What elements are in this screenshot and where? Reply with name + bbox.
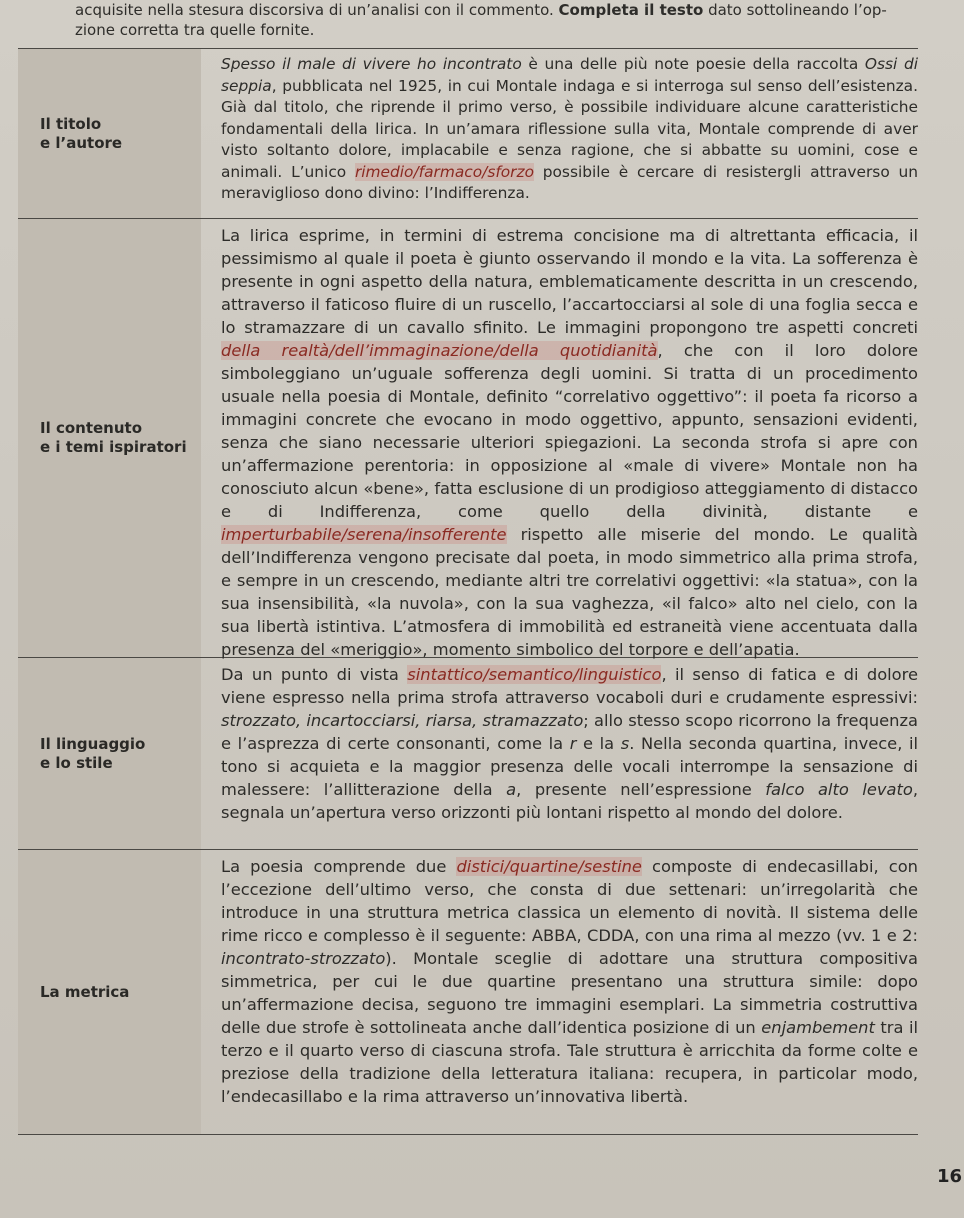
italic-run: enjambement (761, 1018, 875, 1037)
text-run: ). Montale sceglie di adottare una struttura compositiva simmetrica, per cui le due quartine presentano una struttura simile: dopo un’affermazione decisa, seguono tre immagini esemplari. La simmetria costruttiva delle due strofe è sottolineata anche dall’identica posizione di un (221, 949, 918, 1037)
italic-run: a (506, 780, 517, 799)
row-label: Il titolo e l’autore (40, 114, 123, 152)
row-metrica (18, 849, 918, 1135)
text-run: , presente nell’espressione (516, 780, 766, 799)
poem-title: Spesso il male di vivere ho incontrato (221, 55, 522, 73)
text-run: e la (576, 734, 621, 753)
choice-option-2[interactable]: della realtà/dell’immaginazione/della quotidianità (221, 341, 658, 360)
collection-title: Ossi di seppia (221, 55, 918, 95)
page-number: 16 (937, 1166, 963, 1187)
italic-run: strozzato, incartocciarsi, riarsa, stramazzato (221, 711, 584, 730)
italic-run: incontrato-strozzato (221, 949, 386, 968)
text-run: , il senso di fatica e di dolore viene espresso nella prima strofa attraverso vocaboli duri e crudamente espressivi: (221, 665, 918, 707)
choice-option-4[interactable]: sintattico/semantico/linguistico (407, 665, 662, 684)
text-run: è una delle più note poesie della raccolta (521, 55, 865, 73)
row-label: Il contenuto e i temi ispiratori (40, 419, 187, 456)
text-run: , pubblicata nel 1925, in cui Montale indaga e si interroga sul senso dell’esistenza. Già dal titolo, che riprende il primo verso, è possibile individuare alcune caratteristiche fondamentali della lirica. In un’amara riflessione sulla vita, Montale comprende di aver visto soltanto dolore, implacabile e senza ragione, che si abbatte su uomini, cose e animali. L’unico (221, 76, 918, 181)
text-run: . Nella seconda quartina, invece, il tono si acquieta e la maggior presenza delle vocali interrompe la sensazione di malessere: l’allitterazione della (221, 734, 919, 799)
row-text (201, 219, 918, 657)
row-label-cell (18, 49, 201, 218)
row-text (201, 49, 918, 218)
text-run: La lirica esprime, in termini di estrema concisione ma di altrettanta efficacia, il pessimismo al quale il poeta è giunto osservando il mondo e la vita. La sofferenza è presente in ogni aspetto della natura, emblematicamente descritta in un crescendo, attraverso il faticoso fluire di un ruscello, l’accartocciarsi al sole di una foglia secca e lo stramazzare di un cavallo sfinito. Le immagini propongono tre aspetti concreti (221, 226, 918, 337)
choice-option-1[interactable]: rimedio/farmaco/sforzo (354, 162, 534, 181)
row-contenuto-temi (18, 218, 918, 657)
commentary-table (18, 48, 918, 1135)
italic-run: r (569, 734, 577, 753)
text-run: ; allo stesso scopo ricorrono la frequenza e l’asprezza di certe consonanti, come la (221, 711, 918, 753)
intro-line1-a: acquisite nella stesura discorsiva di un’analisi con il commento. (75, 1, 559, 19)
row-label: Il linguaggio e lo stile (40, 734, 146, 772)
choice-option-3[interactable]: imperturbabile/serena/insofferente (221, 525, 507, 544)
text-run: Da un punto di vista (221, 665, 408, 684)
text-run: , che con il loro dolore simboleggiano un’uguale sofferenza degli uomini. Si tratta di un procedimento usuale nella poesia di Montale, definito “correlativo oggettivo”: il poeta fa ricorso a immagini concrete che evocano in modo oggettivo, appunto, sensazioni evidenti, senza che siano necessarie ulteriori spiegazioni. La seconda strofa si apre con un’affermazione perentoria: in opposizione al «male di vivere» Montale non ha conosciuto alcun «bene», fatta esclusione di un prodigioso atteggiamento di distacco e di Indifferenza, come quello della divinità, distante e (221, 341, 918, 521)
italic-run: falco alto levato (765, 780, 913, 799)
row-label-cell (18, 219, 201, 657)
text-run: rispetto alle miserie del mondo. Le qualità dell’Indifferenza vengono precisate dal poeta, in modo simmetrico alla prima strofa, e sempre in un crescendo, mediante altri tre correlativi oggettivi: «la statua», con la sua insensibilità, «la nuvola», con la sua vaghezza, «il falco» alto nel cielo, con la sua libertà istintiva. L’atmosfera di immobilità ed estraneità viene accentuata dalla presenza del «meriggio», momento simbolico del torpore e dell’apatia. (221, 525, 918, 659)
choice-option-5[interactable]: distici/quartine/sestine (456, 857, 642, 876)
row-titolo-autore (18, 48, 918, 218)
text-run: La poesia comprende due (221, 857, 457, 876)
text-run: possibile è cercare di resistergli attraverso un meraviglioso dono divino: l’Indifferenza. (221, 162, 918, 202)
row-linguaggio-stile (18, 657, 918, 849)
row-text (201, 658, 918, 849)
intro-line1-c: dato sottolineando l’op- (703, 1, 887, 19)
row-label-cell (18, 850, 201, 1134)
row-label: La metrica (40, 982, 130, 1001)
text-run: , segnala un’apertura verso orizzonti più lontani rispetto al mondo del dolore. (221, 780, 918, 822)
row-text (201, 850, 918, 1134)
intro-line2: zione corretta tra quelle fornite. (75, 21, 315, 39)
text-run: tra il terzo e il quarto verso di ciascuna strofa. Tale struttura è arricchita da forme colte e preziose della tradizione della letteratura italiana: recupera, in particolar modo, l’endecasillabo e la rima attraverso un’innovativa libertà. (221, 1018, 918, 1106)
exercise-instructions (75, 0, 935, 40)
italic-run: s (620, 734, 630, 753)
row-label-cell (18, 658, 201, 849)
text-run: composte di endecasillabi, con l’eccezione dell’ultimo verso, che consta di due settenari: un’irregolarità che introduce in una struttura metrica classica un elemento di novità. Il sistema delle rime ricco e complesso è il seguente: ABBA, CDDA, con una rima al mezzo (vv. 1 e 2: (221, 857, 918, 945)
intro-line1-bold: Completa il testo (558, 1, 704, 19)
